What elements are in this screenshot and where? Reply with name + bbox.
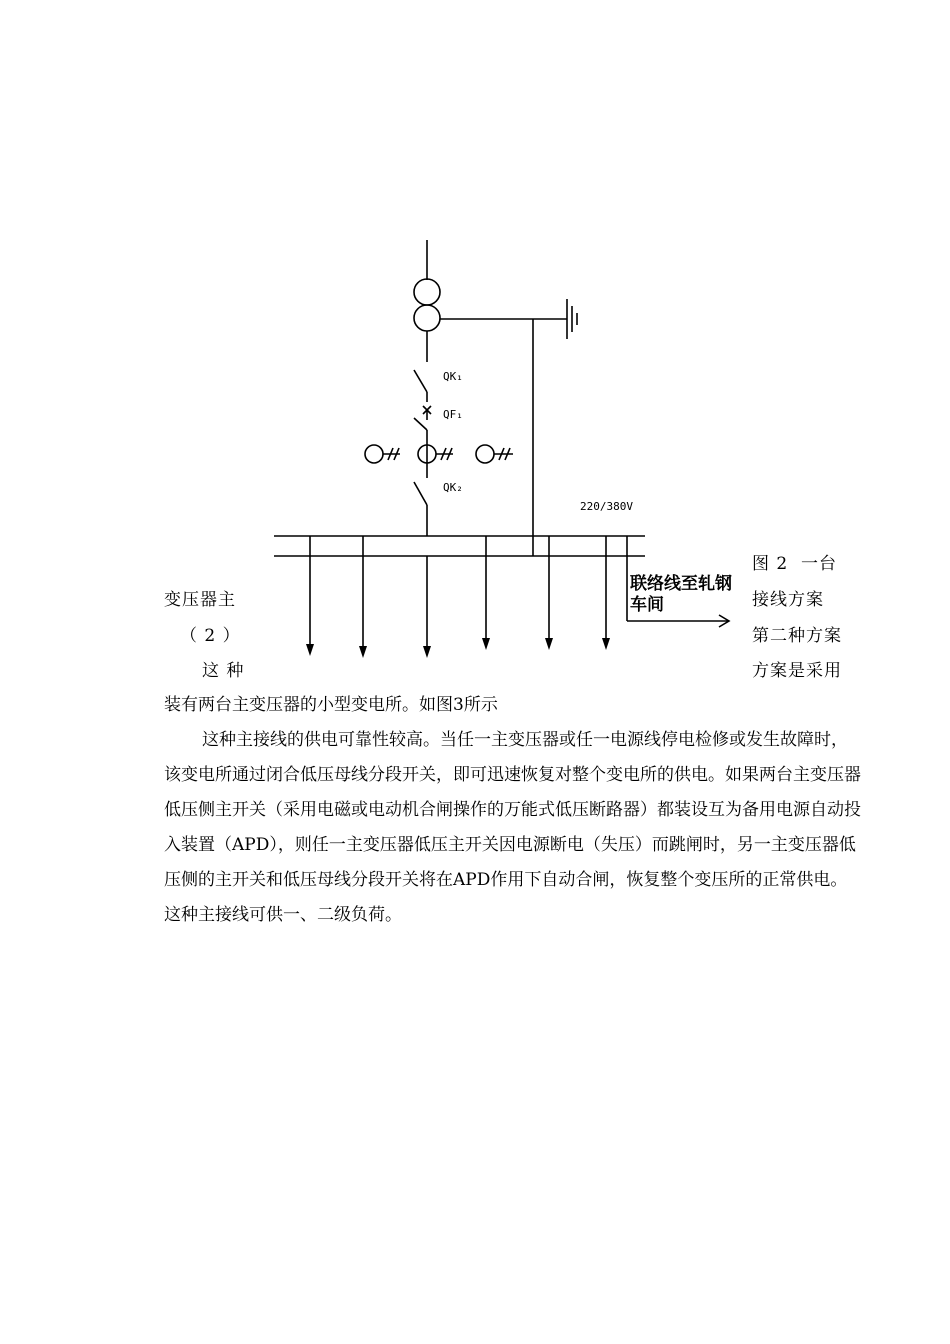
main-paragraph: 这种主接线的供电可靠性较高。当任一主变压器或任一电源线停电检修或发生故障时，该变电所通过闭合低压母线分段开关，即可迅速恢复对整个变电所的供电。如果两台主变压器低压侧主开关（采用电磁或电动机合闸操作的万能式低压断路器）都装设互为备用电源自动投入装置（APD），则任一主变压器低压主开关因电源断电（失压）而跳闸时，另一主变压器低压侧的主开关和低压母线分段开关将在APD作用下自动合闸，恢复整个变压所的正常供电。这种主接线可供一、二级负荷。 xyxy=(164,730,861,925)
transformer-secondary-winding xyxy=(414,305,440,331)
feeder-4-arrowhead xyxy=(482,638,490,650)
qf1-label: QF₁ xyxy=(443,408,463,421)
left-fragment-2: （ 2 ） xyxy=(180,626,241,646)
transformer-primary-winding xyxy=(414,279,440,305)
left-fragment-3: 这 种 xyxy=(202,661,245,681)
qk1-label: QK₁ xyxy=(443,370,463,383)
right-fragment-3: 第二种方案 xyxy=(752,626,842,646)
tie-line-label-1: 联络线至轧钢 xyxy=(630,574,732,594)
qk1-switch-blade xyxy=(414,370,427,392)
figure-caption: 图 2 一台 xyxy=(752,554,838,574)
feeder-5-arrowhead xyxy=(545,638,553,650)
right-fragment-4: 方案是采用 xyxy=(752,661,842,681)
ct-right xyxy=(476,445,494,463)
feeder-1-arrowhead xyxy=(306,644,314,656)
tie-line-label-2: 车间 xyxy=(630,595,664,615)
qf1-breaker-blade xyxy=(414,418,427,430)
qk2-switch-blade xyxy=(414,482,427,505)
qk2-label: QK₂ xyxy=(443,481,463,494)
feeder-6-arrowhead xyxy=(602,638,610,650)
feeder-3-arrowhead xyxy=(423,646,431,658)
body-text xyxy=(164,688,864,933)
feeder-2-arrowhead xyxy=(359,646,367,658)
left-fragment-1: 变压器主 xyxy=(164,590,236,610)
ct-left xyxy=(365,445,383,463)
intro-line: 装有两台主变压器的小型变电所。如图3所示 xyxy=(164,695,498,715)
right-fragment-2: 接线方案 xyxy=(752,590,824,610)
voltage-label: 220/380V xyxy=(580,500,633,513)
